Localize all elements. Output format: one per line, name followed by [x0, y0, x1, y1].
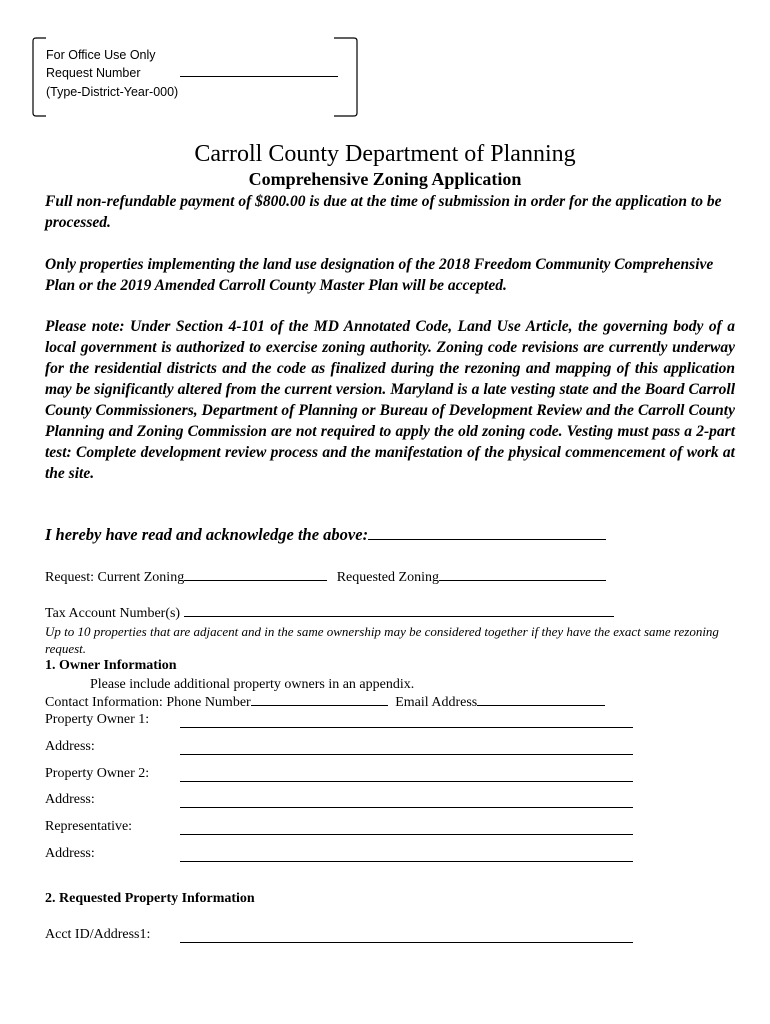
- page-subtitle: Comprehensive Zoning Application: [248, 169, 522, 189]
- email-address-label: Email Address: [395, 695, 478, 710]
- phone-number-field[interactable]: [251, 693, 388, 706]
- acct-id-field[interactable]: [180, 942, 633, 943]
- address-3-field[interactable]: [180, 861, 633, 862]
- property-owner-2-label: Property Owner 2:: [45, 766, 150, 781]
- property-owner-1-field[interactable]: [180, 727, 633, 728]
- request-number-field[interactable]: [180, 65, 338, 77]
- representative-label: Representative:: [45, 819, 133, 834]
- phone-number-label: Phone Number: [166, 695, 251, 710]
- properties-notice: Only properties implementing the land use designation of the 2018 Freedom Community Comprehensive Plan or the 2019 Amended Carroll County Master Plan will be accepted.: [45, 256, 714, 294]
- request-format-label: (Type-District-Year-000): [46, 85, 179, 99]
- property-info-heading: 2. Requested Property Information: [45, 891, 255, 906]
- owner-info-heading: 1. Owner Information: [45, 658, 177, 673]
- appendix-note: Please include additional property owners in an appendix.: [90, 677, 415, 692]
- please-note-notice: Please note: Under Section 4-101 of the MD Annotated Code, Land Use Article, the governing body of a local government is authorized to exercise zoning authority. Zoning code revisions are currently underway for the residential districts and the code as finalized during the rezoning and mapping of this application may be significantly altered from the current version. Maryland is a late vesting state and the Board Carroll County Commissioners, Department of Planning or Bureau of Development Review and the Carroll County Planning and Zoning Commission are not required to apply the old zoning code. Vesting must pass a 2-part test: Complete development review process and the manifestation of the physical commencement of work at the site.: [45, 318, 735, 482]
- email-address-field[interactable]: [477, 693, 605, 706]
- zoning-request-row: [45, 568, 606, 587]
- address-2-field[interactable]: [180, 807, 633, 808]
- acknowledge-label: I hereby have read and acknowledge the above:: [45, 525, 369, 544]
- current-zoning-field[interactable]: [184, 568, 327, 581]
- payment-notice: Full non-refundable payment of $800.00 is due at the time of submission in order for the application to be processed.: [45, 193, 722, 231]
- address-2-label: Address:: [45, 792, 95, 807]
- requested-zoning-label: Requested Zoning: [336, 570, 439, 585]
- contact-info-row: [45, 693, 605, 712]
- current-zoning-label: Request: Current Zoning: [45, 570, 185, 585]
- tax-account-label: Tax Account Number(s): [45, 606, 181, 621]
- address-3-label: Address:: [45, 846, 95, 861]
- acknowledge-row: [45, 524, 606, 546]
- office-use-label: For Office Use Only: [46, 48, 156, 62]
- page-title: Carroll County Department of Planning: [194, 141, 576, 167]
- property-owner-1-label: Property Owner 1:: [45, 712, 150, 727]
- request-number-row: [46, 65, 338, 81]
- property-owner-2-field[interactable]: [180, 781, 633, 782]
- request-number-label: Request Number: [46, 66, 141, 80]
- address-1-field[interactable]: [180, 754, 633, 755]
- acct-id-label: Acct ID/Address1:: [45, 927, 151, 942]
- address-1-label: Address:: [45, 739, 95, 754]
- acknowledge-signature-field[interactable]: [368, 525, 606, 540]
- contact-info-label: Contact Information:: [45, 695, 163, 710]
- representative-field[interactable]: [180, 834, 633, 835]
- tax-account-row: [45, 604, 614, 623]
- office-use-box: [32, 37, 358, 117]
- requested-zoning-field[interactable]: [439, 568, 606, 581]
- adjacent-properties-note: Up to 10 properties that are adjacent and in the same ownership may be considered together if they have the exact same rezoning request.: [45, 624, 719, 656]
- tax-account-field[interactable]: [184, 604, 614, 617]
